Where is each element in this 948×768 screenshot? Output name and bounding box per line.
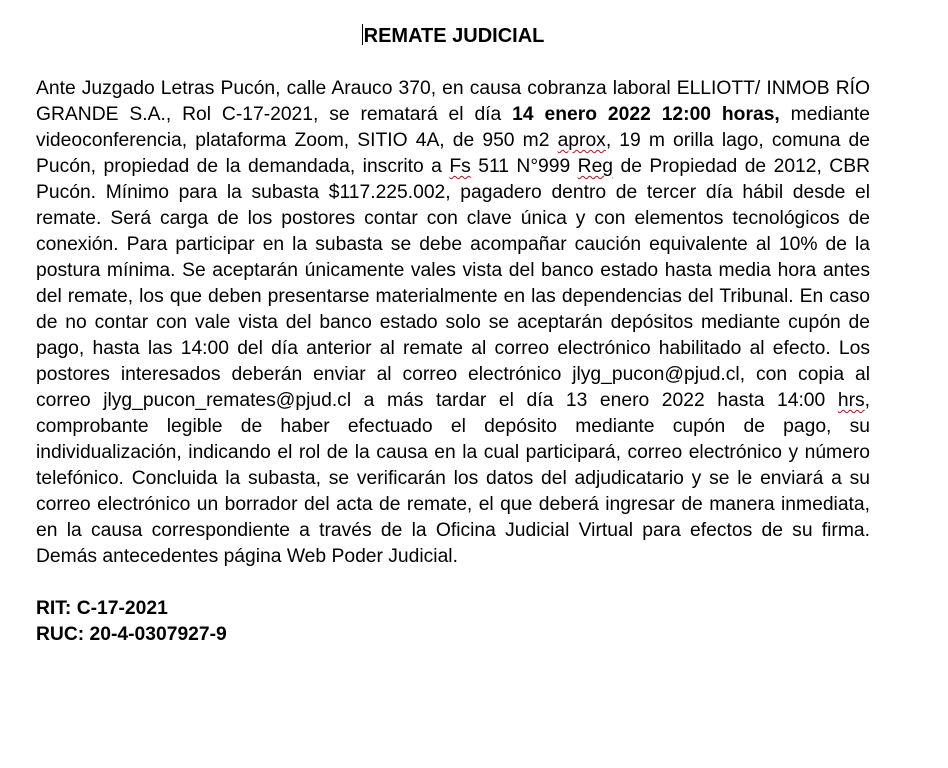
paragraph-text-5: de Propiedad de 2012, CBR Pucón. Mínimo para la subasta $117.225.002, pagadero dentro de tercer día hábil desde el remate. Será carga de los postores contar con clave única y con elementos tecnológicos de conexión. Para participar en la subasta se debe acompañar caución equivalente al 10% de la postura mínima. Se aceptarán únicamente vales vista del banco estado hasta media hora antes del remate, los que deben presentarse materialmente en las dependencias del Tribunal. En caso de no contar con vale vista del banco estado solo se aceptarán depósitos mediante cupón de pago, hasta las 14:00 del día anterior al remate al correo electrónico habilitado al efecto. Los postores interesados deberán enviar al correo electrónico jlyg_pucon@pjud.cl, con copia al correo jlyg_pucon_remates@pjud.cl a más tardar el día 13 enero 2022 hasta 14:00 <box>36 156 871 411</box>
paragraph-text-6: , comprobante legible de haber efectuado el depósito mediante cupón de pago, su individualización, indicando el rol de la causa en la cual participará, correo electrónico y número telefónico. Concluida la subasta, se verificarán los datos del adjudicatario y se le enviará a su correo electrónico un borrador del acta de remate, el que deberá ingresar de manera inmediata, en la causa correspondiente a través de la Oficina Judicial Virtual para efectos de su firma. Demás antecedentes página Web Poder Judicial. <box>36 390 870 567</box>
auction-notice-paragraph <box>36 76 870 570</box>
paragraph-text-2: mediante videoconferencia, plataforma Zoom, SITIO 4A, de 950 m2 <box>36 104 870 151</box>
paragraph-text-3: , 19 m orilla lago, comuna de Pucón, propiedad de la demandada, inscrito a <box>36 130 871 177</box>
document-title-block <box>36 22 870 50</box>
spellcheck-word-fs: Fs <box>449 156 471 177</box>
paragraph-text-4: 511 N°999 <box>470 156 578 177</box>
spellcheck-word-aprox: aprox <box>557 130 606 151</box>
case-references <box>36 596 870 648</box>
auction-date: 14 enero 2022 12:00 horas, <box>512 104 780 125</box>
spellcheck-word-hrs: hrs <box>837 390 865 411</box>
document-title: REMATE JUDICIAL <box>363 25 545 47</box>
text-cursor <box>362 24 363 45</box>
ruc-reference: RUC: 20-4-0307927-9 <box>36 624 227 645</box>
rit-reference: RIT: C-17-2021 <box>36 598 168 619</box>
document-page <box>36 22 870 648</box>
paragraph-text-1: Ante Juzgado Letras Pucón, calle Arauco 370, en causa cobranza laboral ELLIOTT/ INMOB RÍO GRANDE S.A., Rol C-17-2021, se rematará el día <box>36 78 870 125</box>
spellcheck-word-reg: Reg <box>577 156 614 177</box>
